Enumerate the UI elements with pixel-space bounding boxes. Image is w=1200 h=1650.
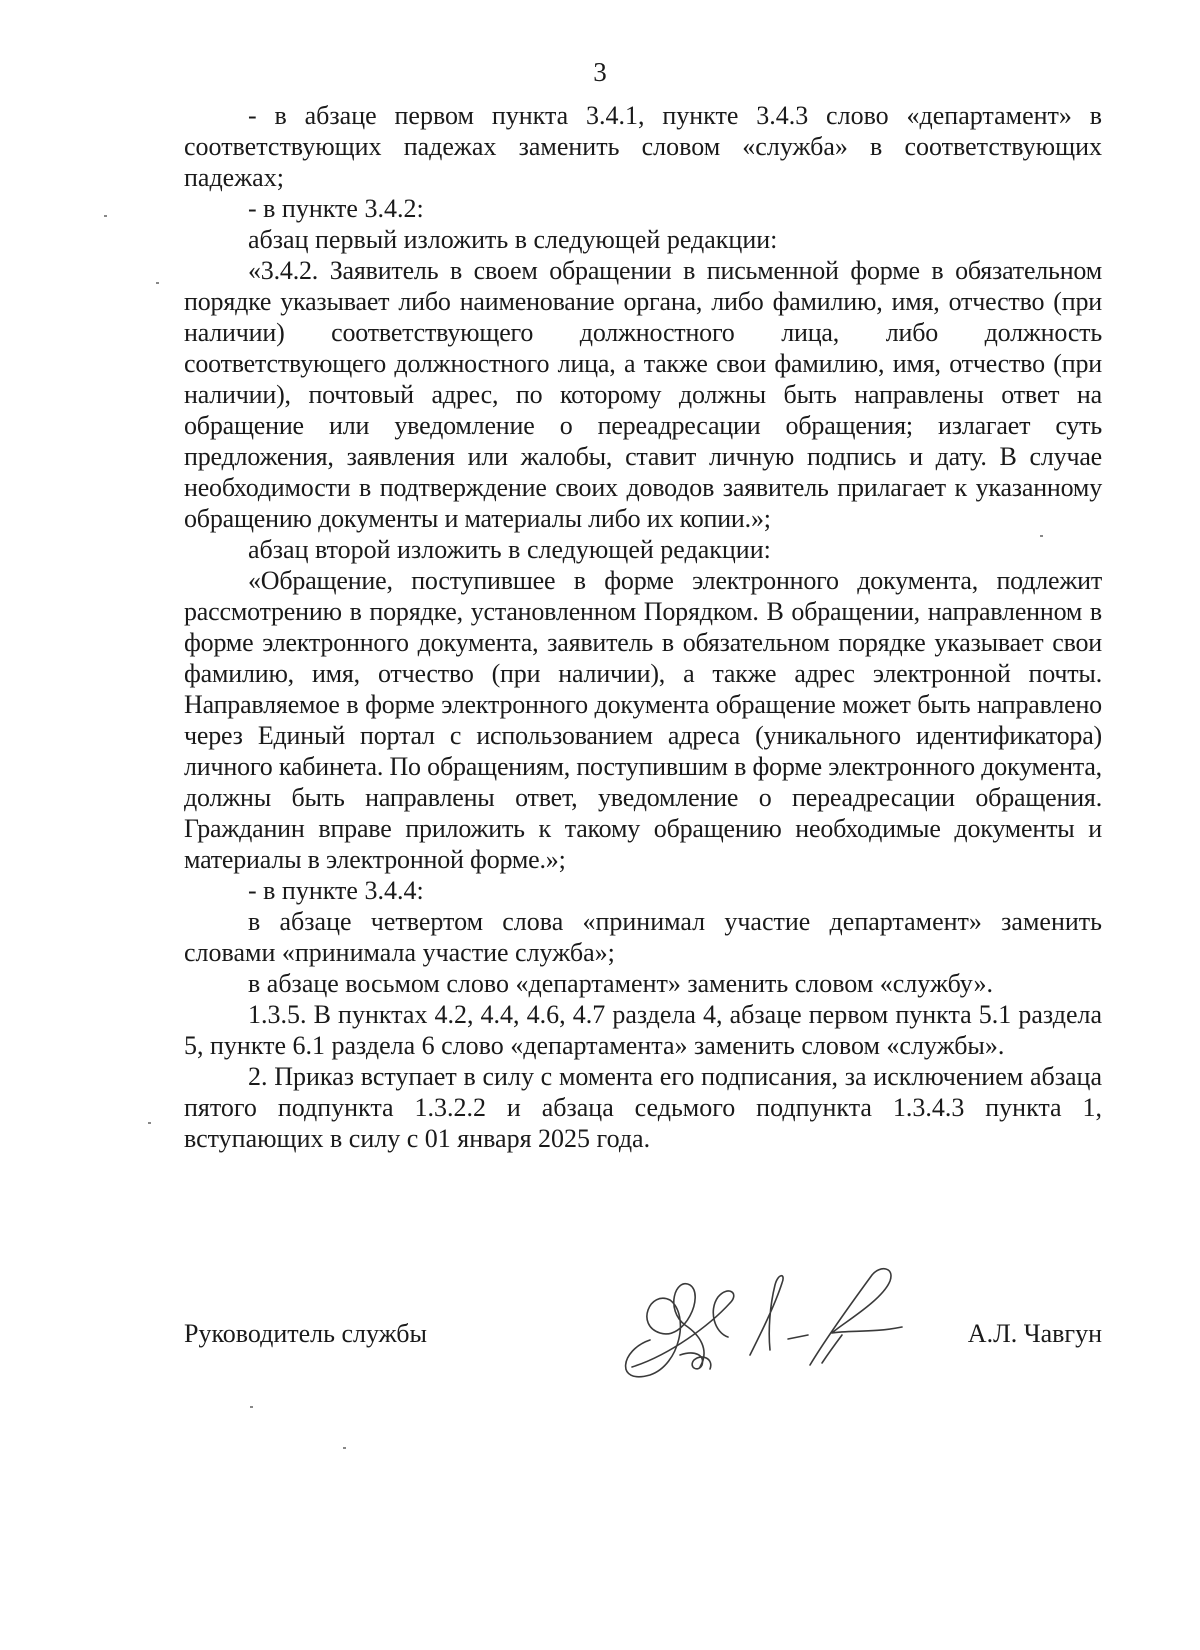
scan-speck [343,1447,346,1449]
scan-speck [1040,535,1043,537]
scan-speck [250,1406,253,1408]
document-body [184,100,1102,1154]
paragraph-order-effective: 2. Приказ вступает в силу с момента его подписания, за исключением абзаца пятого подпункта 1.3.2.2 и абзаца седьмого подпункта 1.3.4.3 пункта 1, вступающих в силу с 01 января 2025 года. [184,1062,1102,1153]
handwritten-signature-icon [610,1255,940,1390]
paragraph-item-3-4-4: - в пункте 3.4.4: [248,876,424,905]
paragraph-1-3-5: 1.3.5. В пунктах 4.2, 4.4, 4.6, 4.7 раздела 4, абзаце первом пункта 5.1 раздела 5, пункте 6.1 раздела 6 слово «департамента» заменить словом «службы». [184,1000,1102,1060]
scan-speck [148,1122,151,1124]
paragraph-amend-3-4-1: - в абзаце первом пункта 3.4.1, пункте 3.4.3 слово «департамент» в соответствующих падежах заменить словом «служба» в соответствующих падежах; [184,101,1102,192]
signer-name: А.Л. Чавгун [967,1319,1102,1348]
paragraph-item-3-4-2: - в пункте 3.4.2: [248,194,424,223]
page-number: 3 [593,57,607,87]
paragraph-first-abzac-intro: абзац первый изложить в следующей редакции: [248,225,778,254]
paragraph-electronic-appeal: «Обращение, поступившее в форме электронного документа, подлежит рассмотрению в порядке, установленном Порядком. В обращении, направленном в форме электронного документа, заявитель в обязательном порядке указывает свои фамилию, имя, отчество (при наличии), а также адрес электронной почты. Направляемое в форме электронного документа обращение может быть направлено через Единый портал с использованием адреса (уникального идентификатора) личного кабинета. По обращениям, поступившим в форме электронного документа, должны быть направлены ответ, уведомление о переадресации обращения. Гражданин вправе приложить к такому обращению необходимые документы и материалы в электронной форме.»; [184,566,1102,874]
signer-position: Руководитель службы [184,1319,427,1348]
paragraph-second-abzac-intro: абзац второй изложить в следующей редакции: [248,535,771,564]
paragraph-fourth-abzac: в абзаце четвертом слова «принимал участие департамент» заменить словами «принимала участие служба»; [184,907,1102,967]
paragraph-eighth-abzac: в абзаце восьмом слово «департамент» заменить словом «службу». [248,969,993,998]
scan-speck [104,215,107,217]
paragraph-3-4-2-text: «3.4.2. Заявитель в своем обращении в письменной форме в обязательном порядке указывает либо наименование органа, либо фамилию, имя, отчество (при наличии) соответствующего должностного лица, либо должность соответствующего должностного лица, а также свои фамилию, имя, отчество (при наличии), почтовый адрес, по которому должны быть направлены ответ на обращение или уведомление о переадресации обращения; излагает суть предложения, заявления или жалобы, ставит личную подпись и дату. В случае необходимости в подтверждение своих доводов заявитель прилагает к указанному обращению документы и материалы либо их копии.»; [184,256,1102,533]
scan-speck [156,282,159,284]
